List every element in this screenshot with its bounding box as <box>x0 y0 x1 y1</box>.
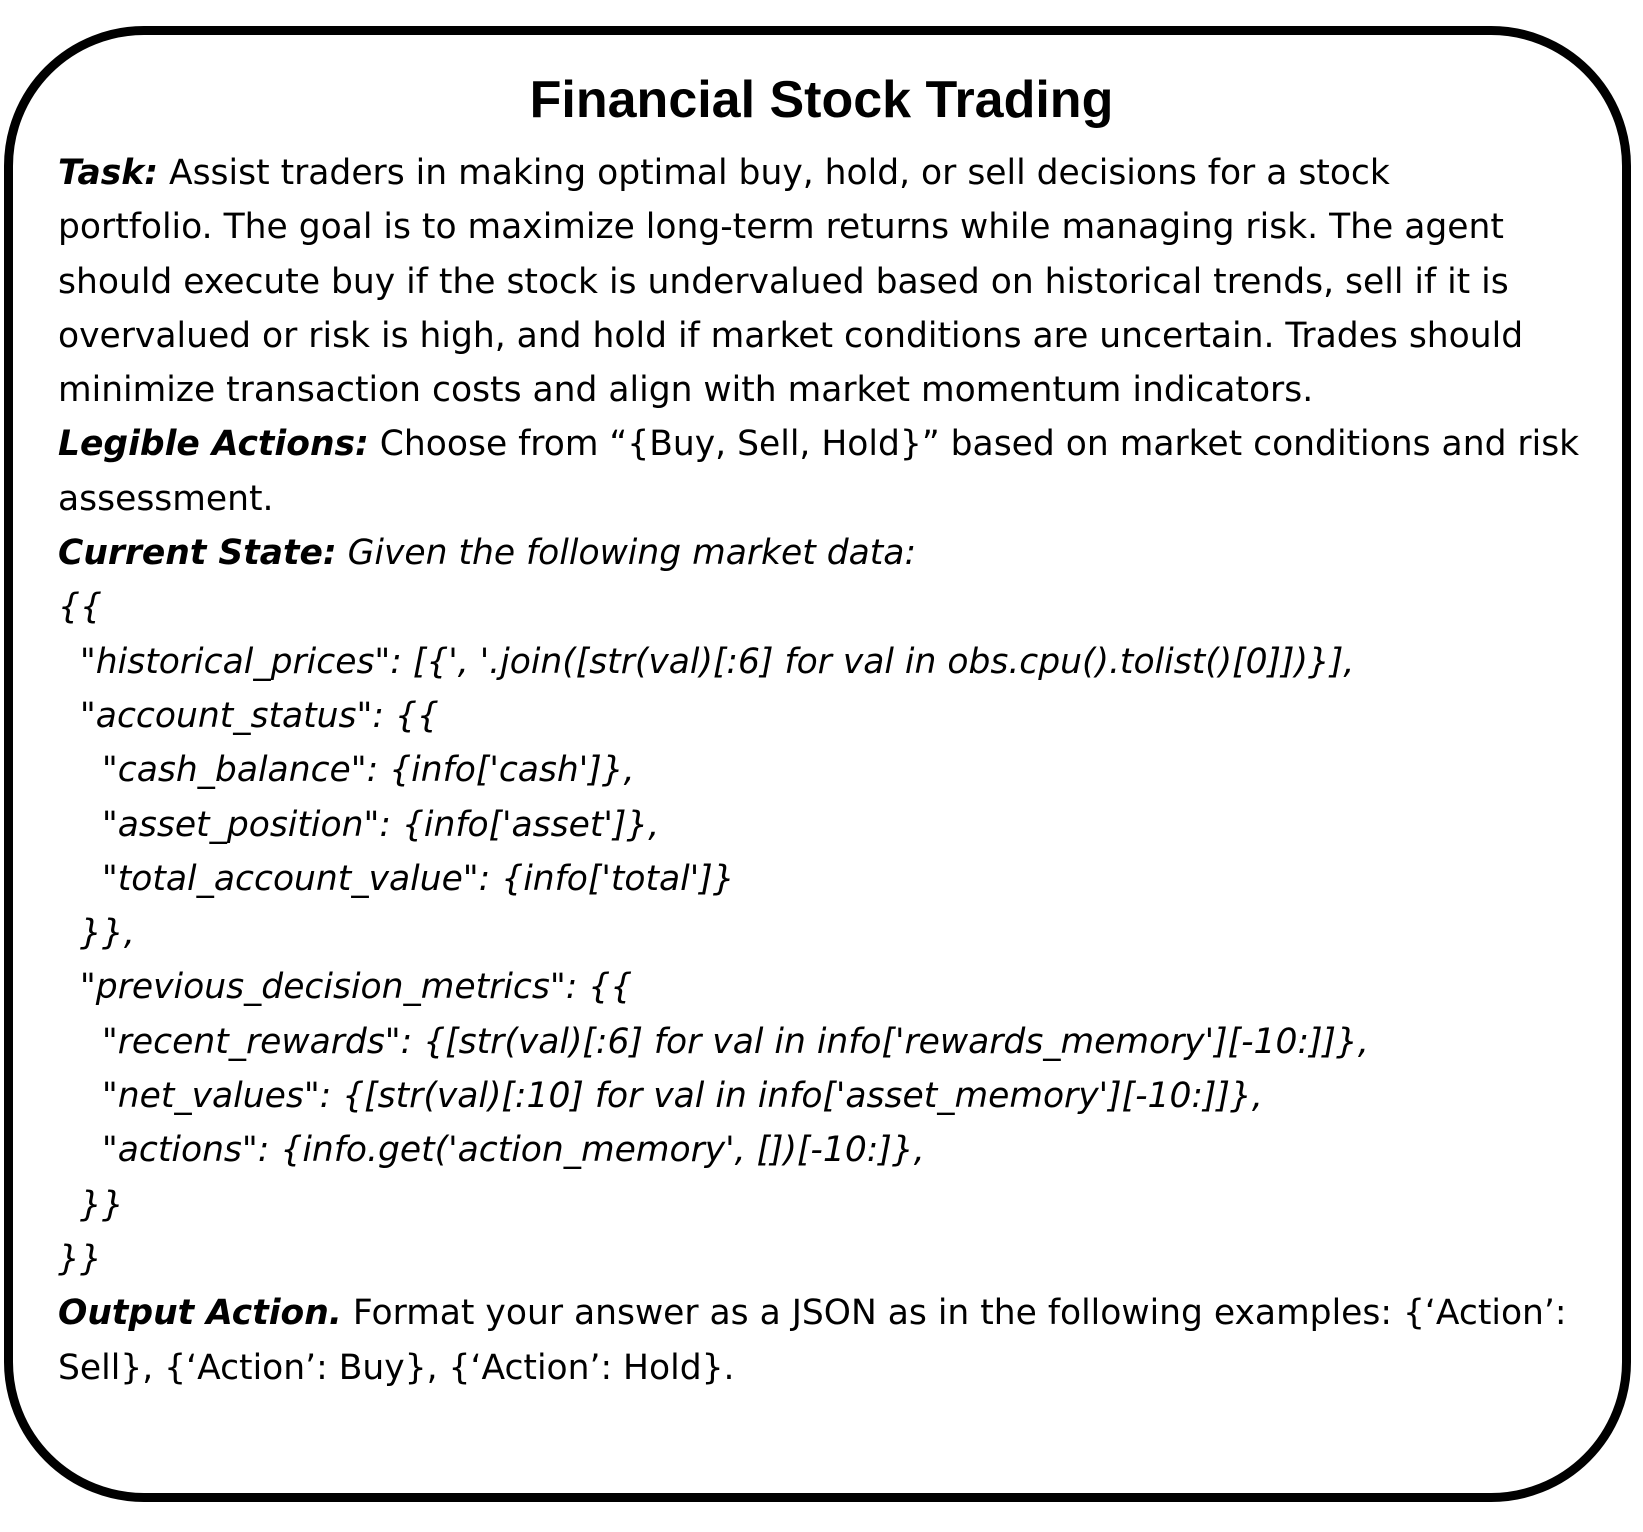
code-line: "account_status": {{ <box>58 695 439 736</box>
card-content <box>58 146 1618 1395</box>
task-line-5: minimize transaction costs and align with market momentum indicators. <box>58 370 1314 411</box>
legible-actions-line-2: assessment. <box>58 478 274 519</box>
code-line: "net_values": {[str(val)[:10] for val in info['asset_memory'][-10:]]}, <box>58 1076 1263 1117</box>
output-action-line-1 <box>58 1286 1618 1340</box>
task-line-1 <box>58 146 1618 200</box>
legible-actions-label: Legible Actions: <box>58 424 369 465</box>
code-line: }}, <box>58 913 135 954</box>
task-line-2: portfolio. The goal is to maximize long-term returns while managing risk. The agent <box>58 207 1504 248</box>
code-line: "asset_position": {info['asset']}, <box>58 804 660 845</box>
code-line: "actions": {info.get('action_memory', [])[-10:]}, <box>58 1130 925 1171</box>
legible-actions-line-1 <box>58 417 1618 471</box>
current-state-label: Current State: <box>58 533 337 574</box>
code-line: {{ <box>58 587 102 628</box>
current-state-line <box>58 526 1618 580</box>
card-title: Financial Stock Trading <box>529 71 1114 129</box>
code-line: }} <box>58 1238 102 1279</box>
code-line: }} <box>58 1184 124 1225</box>
legible-actions-text: Choose from “{Buy, Sell, Hold}” based on market conditions and risk <box>368 424 1580 465</box>
output-action-label: Output Action. <box>58 1293 342 1334</box>
code-line: "historical_prices": [{', '.join([str(val)[:6] for val in obs.cpu().tolist()[0]])}], <box>58 641 1355 682</box>
code-line: "recent_rewards": {[str(val)[:6] for val in info['rewards_memory'][-10:]]}, <box>58 1021 1369 1062</box>
current-state-intro: Given the following market data: <box>336 533 917 574</box>
task-line-4: overvalued or risk is high, and hold if market conditions are uncertain. Trades should <box>58 315 1524 356</box>
task-line-3: should execute buy if the stock is undervalued based on historical trends, sell if it is <box>58 261 1509 302</box>
code-line: "total_account_value": {info['total']} <box>58 858 735 899</box>
code-line: "cash_balance": {info['cash']}, <box>58 750 635 791</box>
code-line: "previous_decision_metrics": {{ <box>58 967 633 1008</box>
output-action-line-2: Sell}, {‘Action’: Buy}, {‘Action’: Hold}. <box>58 1347 735 1388</box>
task-label: Task: <box>58 153 158 193</box>
task-text: Assist traders in making optimal buy, hold, or sell decisions for a stock <box>158 153 1390 193</box>
output-action-text: Format your answer as a JSON as in the following examples: {‘Action’: <box>341 1293 1567 1334</box>
